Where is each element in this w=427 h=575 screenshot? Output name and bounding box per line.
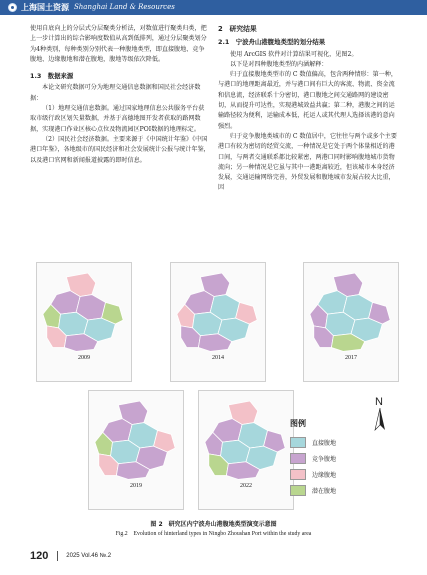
legend-swatch (290, 485, 306, 496)
journal-title-cn: 上海国土资源 (21, 3, 69, 12)
region-map (37, 263, 131, 381)
figure-caption-cn: 图 2 研究区内宁波舟山港腹地类型演变示意图 (150, 521, 277, 528)
left-column (30, 24, 210, 166)
legend-swatch (290, 453, 306, 464)
map-panel (170, 262, 266, 382)
legend-item (290, 466, 360, 482)
page-number: 120 (30, 549, 49, 562)
region-map (171, 263, 265, 381)
map-year-label: 2009 (78, 355, 90, 361)
legend-title: 图例 (290, 419, 306, 428)
north-arrow-icon (373, 396, 387, 432)
region-map (304, 263, 398, 381)
legend-label: 潜在腹地 (312, 487, 337, 495)
paragraph: （1）地理交通信息数据。通过国家地理信息公共服务平台获取市级行政区划矢量数据，并基于高德地图开发者获取的路网数据，实现港口作业区核心点位及物流园区POI数据的地理标定。 (30, 105, 205, 133)
map-panel (198, 390, 294, 510)
legend-label: 边缘腹地 (312, 471, 337, 479)
legend-swatch (290, 437, 306, 448)
paragraph: 本论文研究数据可分为地理交通信息数据和国民社会经济数据： (30, 84, 201, 102)
section-heading: 2 研究结果 (218, 25, 257, 33)
north-arrow-shape (373, 408, 387, 432)
legend-swatch (290, 469, 306, 480)
legend-item (290, 434, 360, 450)
journal-logo-icon (8, 3, 17, 12)
subsection-heading: 2.1 宁波舟山港腹地类型的划分结果 (218, 38, 326, 47)
paragraph: 归于竞争腹地类城市的 C 数值居中，它往往与两个或多个主要港口有较为密切的经贸交流，一种情况是它处于两个体量相近的港口间，与两者交通联系都比较紧密，两港口同时影响腹地城市货物流向；另一种情况是它虽与其中一港距离较近，但该城市本身经济发展，交通运输网络完善，外贸发展和腹地城市发展占较大比重，因 (218, 132, 397, 192)
map-year-label: 2022 (240, 483, 252, 489)
legend-label: 直接腹地 (312, 439, 337, 447)
paragraph: 以下是对四种腹地类型的内涵解释： (230, 60, 328, 68)
map-panel (303, 262, 399, 382)
map-year-label: 2019 (130, 483, 142, 489)
legend-label: 竞争腹地 (312, 455, 337, 463)
paragraph: 归于直接腹地类型市的 C 数值偏高，包含两种情形：第一种，与港口的地理距离最近，并与港口间有巨大的客流、物流、资金流和信息流，经济联系十分密切，港口腹地之间交通路网的建设密切，从而提升可达性，实现港城效益共赢；第二种，港腹之间的运输路径较为便利，运输成本低，托运人或其代理人选择该港的意向强烈。 (218, 71, 397, 130)
map-panel (88, 390, 184, 510)
paragraph: 使用自底向上的分层式分层聚类分析法，对数值进行聚类归类，把上一步计算出的综合影响度数值从高到低排列，通过分层聚类划分为4种类别，每种类别分别代表一种腹地类型，即直接腹地、竞争腹地、边缘腹地和潜在腹地，腹地等级依次降低。 (30, 25, 207, 63)
map-panel (36, 262, 132, 382)
north-label: N (375, 396, 383, 408)
legend-item (290, 482, 360, 498)
right-column (218, 24, 400, 194)
region-map (89, 391, 183, 509)
map-year-label: 2014 (212, 355, 224, 361)
page-footer (30, 547, 111, 565)
region-map (199, 391, 293, 509)
volume-info: 2025 Vol.46 №.2 (66, 552, 112, 559)
legend-item (290, 450, 360, 466)
paragraph: 使用 ArcGIS 软件对计算结果可视化，见图2。 (230, 50, 358, 58)
paragraph: （2）国民社会经济数据。主要来源于《中国统计年鉴》《中国港口年鉴》，各地级市的国民经济和社会发展统计公报与统计年鉴，以及港口官网和新闻报道披露的即时信息。 (30, 135, 210, 164)
map-legend (290, 418, 360, 498)
journal-header-bar (0, 0, 427, 15)
figure-caption-en: Fig.2 Evolution of hinterland types in Ningbo Zhoushan Port within the study area (115, 531, 312, 537)
footer-divider (57, 551, 58, 561)
map-year-label: 2017 (345, 355, 357, 361)
section-heading: 1.3 数据来源 (30, 72, 74, 81)
journal-title-en: Shanghai Land & Resources (74, 3, 175, 11)
